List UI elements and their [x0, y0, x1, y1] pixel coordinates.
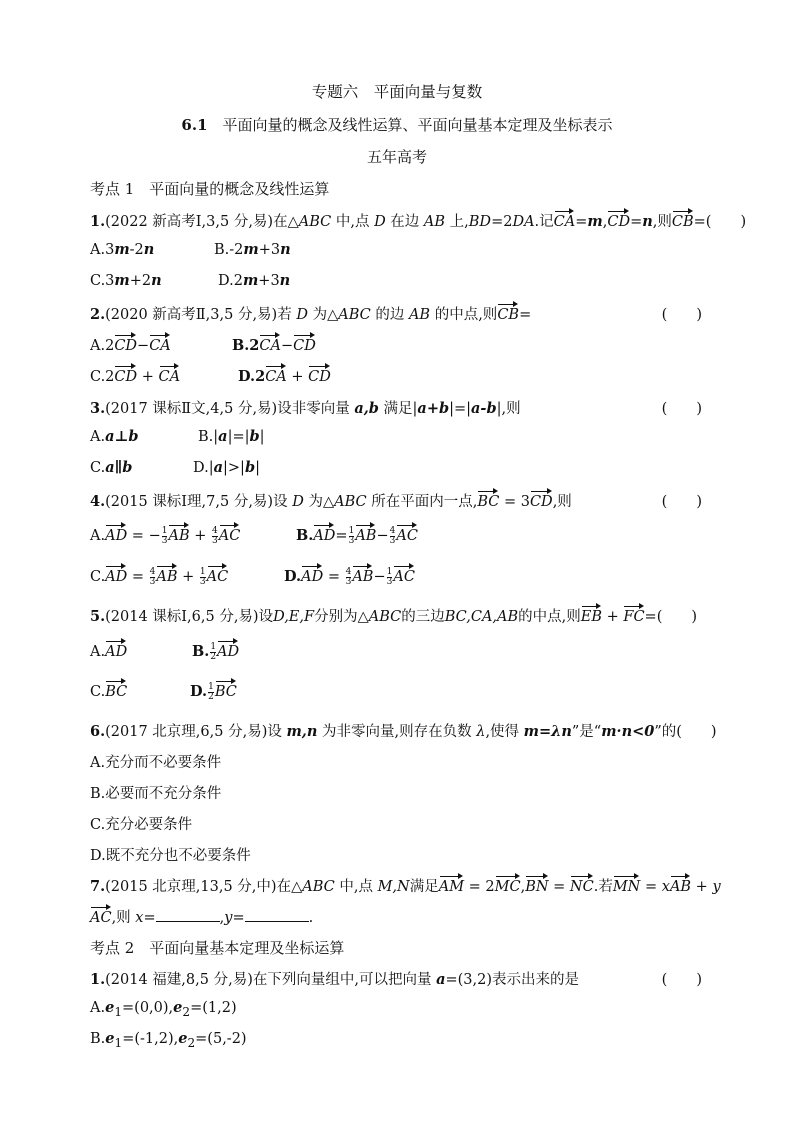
vector-cb: CB [672, 210, 694, 230]
topic-2-heading: 考点 2 平面向量基本定理及坐标运算 [90, 939, 345, 957]
q5-option-d[interactable]: D. $\frac{1}{2}$ BC [190, 681, 237, 702]
q2-option-c[interactable]: C.2CD + CA [90, 365, 180, 385]
q2-option-d[interactable]: D.2CA + CD [238, 365, 331, 385]
answer-paren-2: ( ) [661, 307, 702, 323]
answer-paren-4: ( ) [661, 494, 702, 510]
question-7: 7.(2015 北京理,13,5 分,中)在△ABC 中,点 M,N满足AM = 2MC,BN = NC.若MN = xAB + y [90, 875, 710, 896]
answer-paren-3: ( ) [661, 401, 702, 417]
q6-option-b[interactable]: B.必要而不充分条件 [90, 786, 222, 802]
chapter-title: 专题六 平面向量与复数 [311, 83, 483, 101]
q6-option-a[interactable]: A.充分而不必要条件 [90, 755, 222, 771]
q1-option-d[interactable]: D.2m+3n [218, 272, 291, 289]
question-7-cont: AC,则 x= ,y= . [90, 906, 710, 927]
q5-option-a[interactable]: A.AD [90, 640, 127, 660]
s2q1-option-b[interactable]: $B.e_1=(-1,2),e_2=(5,-2)$ [90, 1030, 247, 1050]
q1-option-b[interactable]: B.-2m+3n [214, 241, 291, 258]
section-number: 6.1 [181, 116, 208, 134]
section-title [0, 114, 794, 135]
q1-option-a[interactable]: A.3m-2n [90, 241, 155, 258]
q5-option-b[interactable]: B. $\frac{1}{2}$ AD [192, 641, 240, 662]
q3-option-c[interactable]: C.a∥b [90, 459, 133, 476]
vector-cd: CD [607, 210, 630, 230]
answer-paren-s2-1: ( ) [661, 972, 702, 988]
question-1: 1.(2022 新高考Ⅰ,3,5 分,易)在△ABC 中,点 D 在边 AB 上,BD=2DA.记CA=m,CD=n,则CB=( ) [90, 210, 710, 231]
q3-option-b[interactable]: B.|a|=|b| [198, 428, 265, 445]
section-title-text: 平面向量的概念及线性运算、平面向量基本定理及坐标表示 [222, 116, 613, 134]
question-5: 5.(2014 课标Ⅰ,6,5 分,易)设D,E,F分别为△ABC的三边BC,CA,AB的中点,则EB + FC=( ) [90, 605, 710, 626]
q6-option-c[interactable]: C.充分必要条件 [90, 817, 193, 833]
q3-option-a[interactable]: A.a⊥b [90, 428, 139, 445]
question-3: 3.(2017 课标Ⅱ文,4,5 分,易)设非零向量 a,b 满足|a+b|=|a-b|,则 [90, 400, 521, 417]
header-label: 五年高考 [366, 148, 427, 166]
topic-2-question-1: 1.(2014 福建,8,5 分,易)在下列向量组中,可以把向量 a=(3,2)表示出来的是 [90, 971, 580, 988]
question-4: 4.(2015 课标Ⅰ理,7,5 分,易)设 D 为△ABC 所在平面内一点,BC = 3CD,则 [90, 490, 710, 511]
q4-option-d[interactable]: D.AD = $\frac{4}{3}$ AB− $\frac{1}{3}$ AC [284, 566, 415, 587]
q4-option-b[interactable]: B.AD= $\frac{1}{3}$ AB− $\frac{4}{3}$ AC [296, 525, 418, 546]
question-6: 6.(2017 北京理,6,5 分,易)设 m,n 为非零向量,则存在负数 λ,使得 m=λn”是“m·n<0”的( ) [90, 723, 717, 740]
topic-1-heading: 考点 1 平面向量的概念及线性运算 [90, 180, 330, 198]
q2-option-a[interactable]: A.2CD−CA [90, 334, 171, 354]
question-2: 2.(2020 新高考Ⅱ,3,5 分,易)若 D 为△ABC 的边 AB 的中点,则CB= [90, 303, 710, 324]
q4-option-c[interactable]: C.AD = $\frac{4}{3}$ AB + $\frac{1}{3}$ AC [90, 566, 229, 587]
answer-blank-x[interactable] [156, 909, 220, 922]
q3-option-d[interactable]: D.|a|>|b| [193, 459, 260, 476]
q4-option-a[interactable]: A.AD = − $\frac{1}{3}$ AB + $\frac{4}{3}$ AC [90, 525, 241, 546]
q1-option-c[interactable]: C.3m+2n [90, 272, 162, 289]
answer-blank-y[interactable] [245, 909, 309, 922]
s2q1-option-a[interactable]: $A.e_1=(0,0),e_2=(1,2)$ [90, 999, 237, 1019]
q2-option-b[interactable]: B.2CA−CD [232, 334, 316, 354]
vector-ca: CA [554, 210, 576, 230]
q5-option-c[interactable]: C.BC [90, 680, 127, 700]
q6-option-d[interactable]: D.既不充分也不必要条件 [90, 848, 251, 864]
